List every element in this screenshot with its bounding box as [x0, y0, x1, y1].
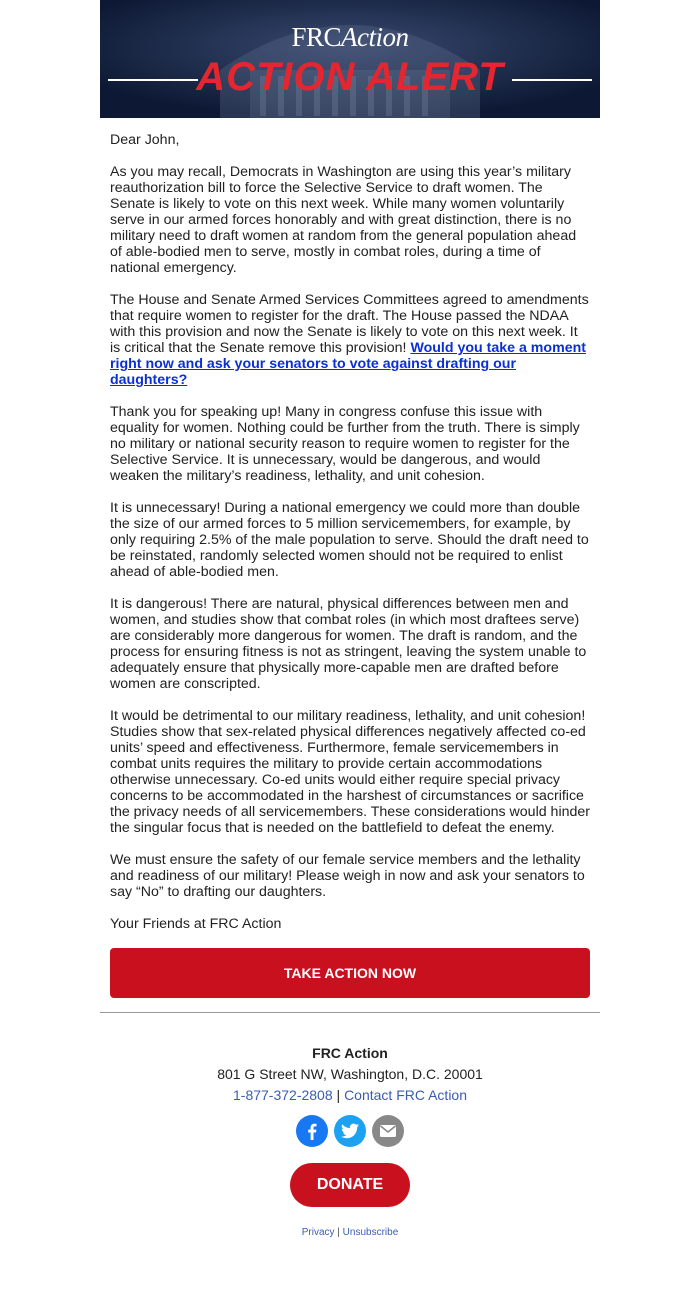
paragraph-1: As you may recall, Democrats in Washington are using this year’s military reauthorization bill to force the Selective Service to draft women. The Senate is likely to vote on this next week. While many women voluntarily serve in our armed forces honorably and with great distinction, there is no military need to draft women at random from the general population ahead of able-bodied men to serve, mostly in combat roles, during a time of national emergency. [110, 164, 577, 276]
privacy-link[interactable]: Privacy [301, 1227, 335, 1238]
paragraph-6: It would be detrimental to our military readiness, lethality, and unit cohesion! Studies show that sex-related physical differences negatively affected co-ed units’ speed and effectiveness. Furthermore, female servicemembers in combat units requires the military to provide certain accommodations otherwise unnecessary. Co-ed units would either require special privacy concerns to be accommodated in the harshest of circumstances or sacrifice the privacy needs of all servicemembers. These considerations would hinder the singular focus that is needed on the battlefield to defeat the enemy. [110, 708, 590, 836]
legal-separator: | [334, 1227, 343, 1238]
social-icons [100, 1115, 600, 1147]
paragraph-4: It is unnecessary! During a national emergency we could more than double the size of our armed forces to 5 million servicemembers, for example, by only requiring 2.5% of the male population to serve. Should the draft need to be reinstated, randomly selected women should not be required to enlist ahead of able-bodied men. [110, 500, 589, 580]
email-container [100, 0, 600, 1238]
header-banner [100, 0, 600, 118]
footer-org-name: FRC Action [312, 1045, 388, 1061]
logo-action: Action [341, 22, 409, 52]
contact-separator: | [332, 1087, 345, 1103]
take-action-now-button[interactable]: TAKE ACTION NOW [110, 948, 590, 998]
paragraph-5: It is dangerous! There are natural, physical differences between men and women, and studies show that combat roles (in which most draftees serve) are considerably more dangerous for women. The draft is random, and the process for ensuring fitness is not as stringent, leaving the system unable to adequately ensure that physically more-capable men are drafted before women are conscripted. [110, 596, 587, 692]
email-body [100, 118, 600, 932]
logo-frc: FRC [291, 22, 342, 52]
paragraph-2 [110, 292, 590, 388]
footer-contact-line [100, 1087, 600, 1103]
contact-frc-action-link[interactable]: Contact FRC Action [344, 1087, 467, 1103]
frc-action-logo [100, 22, 600, 53]
donate-button[interactable]: DONATE [290, 1163, 410, 1207]
paragraph-7: We must ensure the safety of our female service members and the lethality and readiness of our military! Please weigh in now and ask your senators to say “No” to drafting our daughters. [110, 852, 585, 900]
greeting: Dear John, [110, 132, 180, 148]
take-moment-link[interactable]: Would you take a moment right now and ask your senators to vote against drafting our daughters? [110, 340, 586, 388]
twitter-icon[interactable] [334, 1115, 366, 1147]
paragraph-3: Thank you for speaking up! Many in congress confuse this issue with equality for women. Nothing could be further from the truth. There is simply no military or national security reason to require women to register for the Selective Service. It is unnecessary, would be dangerous, and would weaken the military’s readiness, lethality, and unit cohesion. [110, 404, 580, 484]
footer-address: 801 G Street NW, Washington, D.C. 20001 [217, 1066, 483, 1082]
paragraph-2-text: The House and Senate Armed Services Committees agreed to amendments that require women to register for the draft. The House passed the NDAA with this provision and now the Senate is likely to vote on this next week. It is critical that the Senate remove this provision! [110, 292, 589, 356]
action-alert-title: ACTION ALERT [196, 55, 504, 99]
footer [100, 1013, 600, 1238]
facebook-icon[interactable] [296, 1115, 328, 1147]
email-icon[interactable] [372, 1115, 404, 1147]
unsubscribe-link[interactable]: Unsubscribe [342, 1227, 399, 1238]
legal-links [100, 1227, 600, 1238]
signoff: Your Friends at FRC Action [110, 916, 282, 932]
phone-link[interactable]: 1-877-372-2808 [233, 1087, 333, 1103]
